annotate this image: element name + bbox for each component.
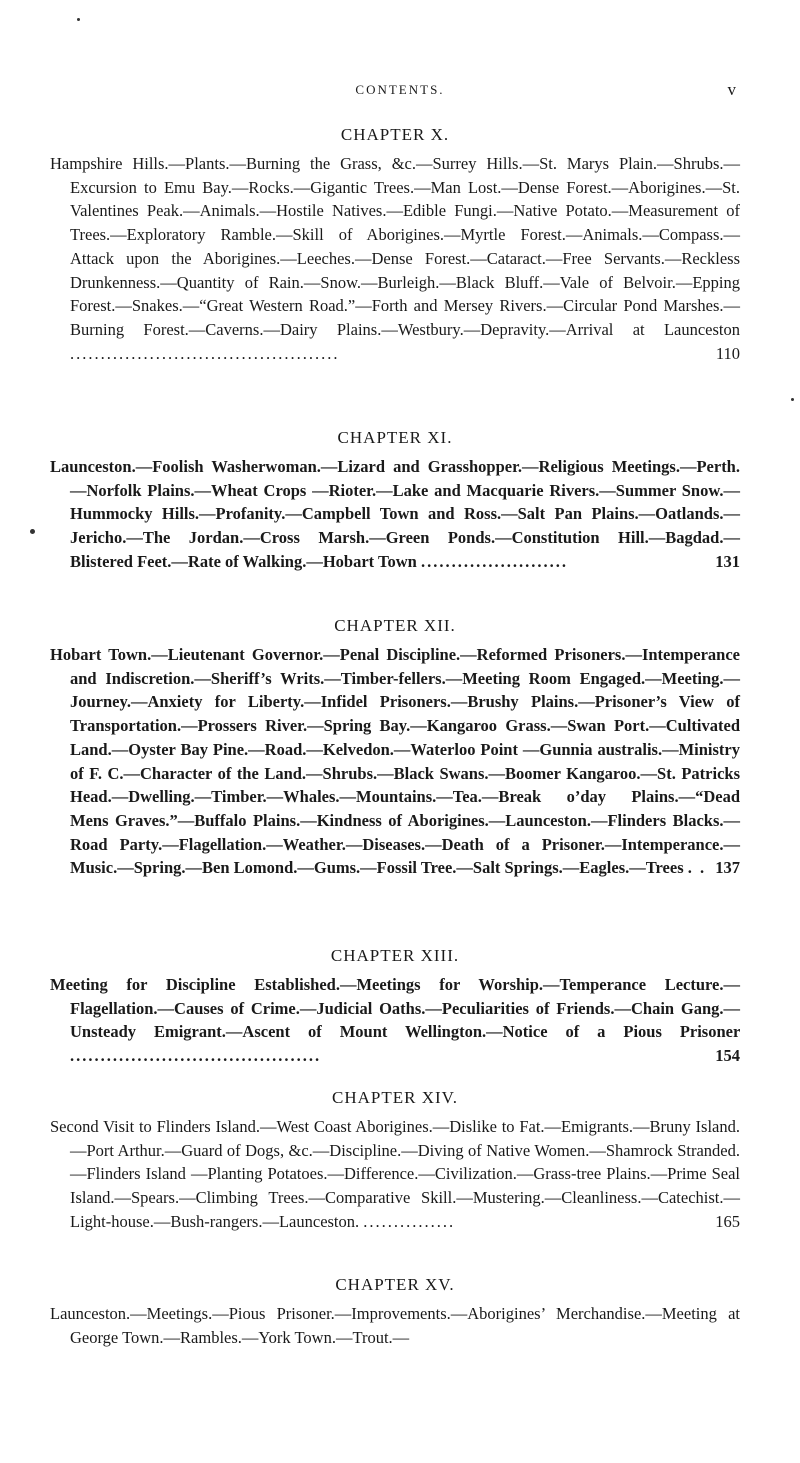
chapter-summary — [50, 643, 740, 880]
chapter-xiii — [50, 943, 740, 1068]
page-reference: 110 — [715, 343, 740, 363]
print-speck — [791, 398, 794, 401]
chapter-summary — [50, 152, 740, 365]
chapter-x — [50, 122, 740, 365]
page-reference: 131 — [715, 551, 740, 571]
page-reference: 137 — [715, 858, 740, 878]
chapter-xi — [50, 425, 740, 574]
dot-leader: ........................ — [420, 551, 568, 571]
chapter-summary — [50, 1302, 740, 1349]
page-reference: 154 — [715, 1046, 740, 1066]
chapter-xiv — [50, 1085, 740, 1234]
chapter-summary — [50, 973, 740, 1068]
summary-text: Meeting for Discipline Established.—Meetings for Worship.—Temperance Lecture.—Flagellation.—Causes of Crime.—Judicial Oaths.—Peculiarities of Friends.—Chain Gang.—Unsteady Emigrant.—Ascent of Mount Wellington.—Notice of a Pious Prisoner — [50, 975, 740, 1042]
chapter-title: CHAPTER XIV. — [332, 1088, 458, 1107]
chapter-title: CHAPTER XV. — [335, 1275, 455, 1294]
print-speck — [30, 529, 35, 534]
chapter-title: CHAPTER XII. — [334, 616, 456, 635]
summary-text: Launceston.—Foolish Washerwoman.—Lizard and Grasshopper.—Religious Meetings.—Perth.—Norfolk Plains.—Wheat Crops —Rioter.—Lake and Macquarie Rivers.—Summer Snow.—Hummocky Hills.—Profanity.—Campbell Town and Ross.—Salt Pan Plains.—Oatlands.—Jericho.—The Jordan.—Cross Marsh.—Green Ponds.—Constitution Hill.—Bagdad.—Blistered Feet.—Rate of Walking.—Hobart Town — [50, 457, 740, 571]
chapter-title: CHAPTER XI. — [337, 428, 453, 447]
chapter-summary — [50, 455, 740, 574]
chapter-title: CHAPTER X. — [340, 125, 450, 144]
dot-leader: ............... — [363, 1211, 456, 1231]
running-title: CONTENTS. — [355, 82, 445, 97]
dot-leader: . . — [687, 858, 707, 878]
dot-leader: ......................................... — [70, 1046, 322, 1066]
print-speck — [77, 18, 80, 21]
summary-text: Second Visit to Flinders Island.—West Coast Aborigines.—Dislike to Fat.—Emigrants.—Bruny Island.—Port Arthur.—Guard of Dogs, &c.—Discipline.—Diving of Native Women.—Shamrock Stranded.—Flinders Island —Planting Potatoes.—Difference.—Civilization.—Grass-tree Plains.—Prime Seal Island.—Spears.—Climbing Trees.—Comparative Skill.—Mustering.—Cleanliness.—Catechist.—Light-house.—Bush-rangers.—Launceston. — [50, 1117, 740, 1231]
running-head — [0, 80, 800, 100]
chapter-title: CHAPTER XIII. — [330, 946, 460, 965]
summary-text: Hobart Town.—Lieutenant Governor.—Penal Discipline.—Reformed Prisoners.—Intemperance and Indiscretion.—Sheriff’s Writs.—Timber-fellers.—Meeting Room Engaged.—Meeting.—Journey.—Anxiety for Liberty.—Infidel Prisoners.—Brushy Plains.—Prisoner’s View of Transportation.—Prossers River.—Spring Bay.—Kangaroo Grass.—Swan Port.—Cultivated Land.—Oyster Bay Pine.—Road.—Kelvedon.—Waterloo Point —Gunnia australis.—Ministry of F. C.—Character of the Land.—Shrubs.—Black Swans.—Boomer Kangaroo.—St. Patricks Head.—Dwelling.—Timber.—Whales.—Mountains.—Tea.—Break o’day Plains.—“Dead Mens Graves.”—Buffalo Plains.—Kindness of Aborigines.—Launceston.—Flinders Blacks.—Road Party.—Flagellation.—Weather.—Diseases.—Death of a Prisoner.—Intemperance.—Music.—Spring.—Ben Lomond.—Gums.—Fossil Tree.—Salt Springs.—Eagles.—Trees — [50, 645, 740, 878]
page-reference: 165 — [715, 1211, 740, 1231]
dot-leader: ............................................ — [70, 343, 340, 363]
chapter-summary — [50, 1115, 740, 1234]
summary-text: Hampshire Hills.—Plants.—Burning the Grass, &c.—Surrey Hills.—St. Marys Plain.—Shrubs.—Excursion to Emu Bay.—Rocks.—Gigantic Trees.—Man Lost.—Dense Forest.—Aborigines.—St. Valentines Peak.—Animals.—Hostile Natives.—Edible Fungi.—Native Potato.—Measurement of Trees.—Exploratory Ramble.—Skill of Aborigines.—Myrtle Forest.—Animals.—Compass.—Attack upon the Aborigines.—Leeches.—Dense Forest.—Cataract.—Free Servants.—Reckless Drunkenness.—Quantity of Rain.—Snow.—Burleigh.—Black Bluff.—Vale of Belvoir.—Epping Forest.—Snakes.—“Great Western Road.”—Forth and Mersey Rivers.—Circular Pond Marshes.—Burning Forest.—Caverns.—Dairy Plains.—Westbury.—Depravity.—Arrival at Launceston — [50, 154, 740, 339]
page-numeral: v — [727, 80, 736, 99]
chapter-xv — [50, 1272, 740, 1349]
chapter-xii — [50, 613, 740, 880]
summary-text: Launceston.—Meetings.—Pious Prisoner.—Improvements.—Aborigines’ Merchandise.—Meeting at George Town.—Rambles.—York Town.—Trout.— — [50, 1304, 740, 1347]
